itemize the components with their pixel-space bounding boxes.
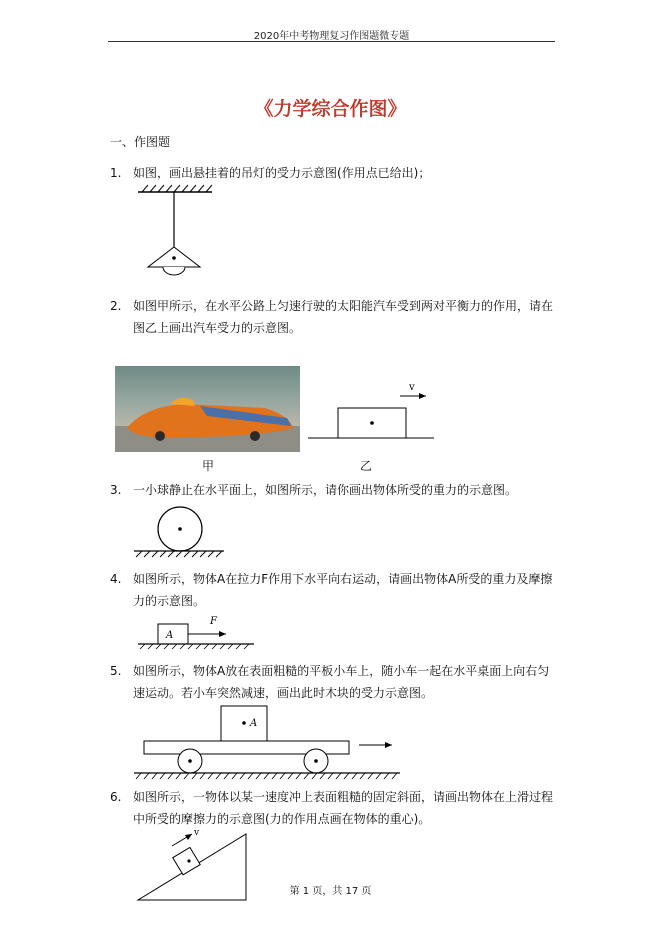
block-a-label: A <box>166 630 174 641</box>
question-4-text: 如图所示，物体A在拉力F作用下水平向右运动，请画出物体A所受的重力及摩擦力的示意图。 <box>133 572 553 608</box>
figure-hanging-lamp <box>136 185 216 280</box>
question-6-number: 6. <box>110 790 122 804</box>
force-f-label: F <box>210 616 217 627</box>
section-heading: 一、作图题 <box>110 135 171 149</box>
question-4-number: 4. <box>110 572 122 586</box>
cart-block-a-label: A <box>250 718 258 729</box>
solar-car-photo <box>115 366 300 452</box>
page-header: 2020年中考物理复习作图题微专题 <box>253 31 410 42</box>
question-2-number: 2. <box>110 299 122 313</box>
figure-ball-on-ground <box>134 506 226 558</box>
question-3-number: 3. <box>110 483 122 497</box>
question-5-number: 5. <box>110 664 122 678</box>
question-6-text: 如图所示，一物体以某一速度冲上表面粗糙的固定斜面，请画出物体在上滑过程中所受的摩擦力的示意图(力的作用点画在物体的重心)。 <box>133 790 554 826</box>
figure-label-jia: 甲 <box>202 459 215 473</box>
question-1-text: 如图，画出悬挂着的吊灯的受力示意图(作用点已给出)； <box>133 166 431 180</box>
page-title: 《力学综合作图》 <box>254 98 407 120</box>
question-5-text: 如图所示，物体A放在表面粗糙的平板小车上，随小车一起在水平桌面上向右匀速运动。若小车突然减速，画出此时木块的受力示意图。 <box>133 664 550 700</box>
incline-velocity-label: v <box>194 828 200 838</box>
header-rule <box>108 41 555 42</box>
figure-block-pulled <box>138 612 258 652</box>
figure-cart-with-block <box>134 704 404 780</box>
question-2-text: 如图甲所示，在水平公路上匀速行驶的太阳能汽车受到两对平衡力的作用，请在图乙上画出汽车受力的示意图。 <box>133 299 554 335</box>
velocity-label: v <box>409 382 415 393</box>
figure-car-block <box>308 380 438 442</box>
question-1-number: 1. <box>110 166 122 180</box>
page-footer: 第 1 页，共 17 页 <box>289 886 372 897</box>
figure-label-yi: 乙 <box>360 459 373 473</box>
question-3-text: 一小球静止在水平面上，如图所示，请你画出物体所受的重力的示意图。 <box>133 483 518 497</box>
